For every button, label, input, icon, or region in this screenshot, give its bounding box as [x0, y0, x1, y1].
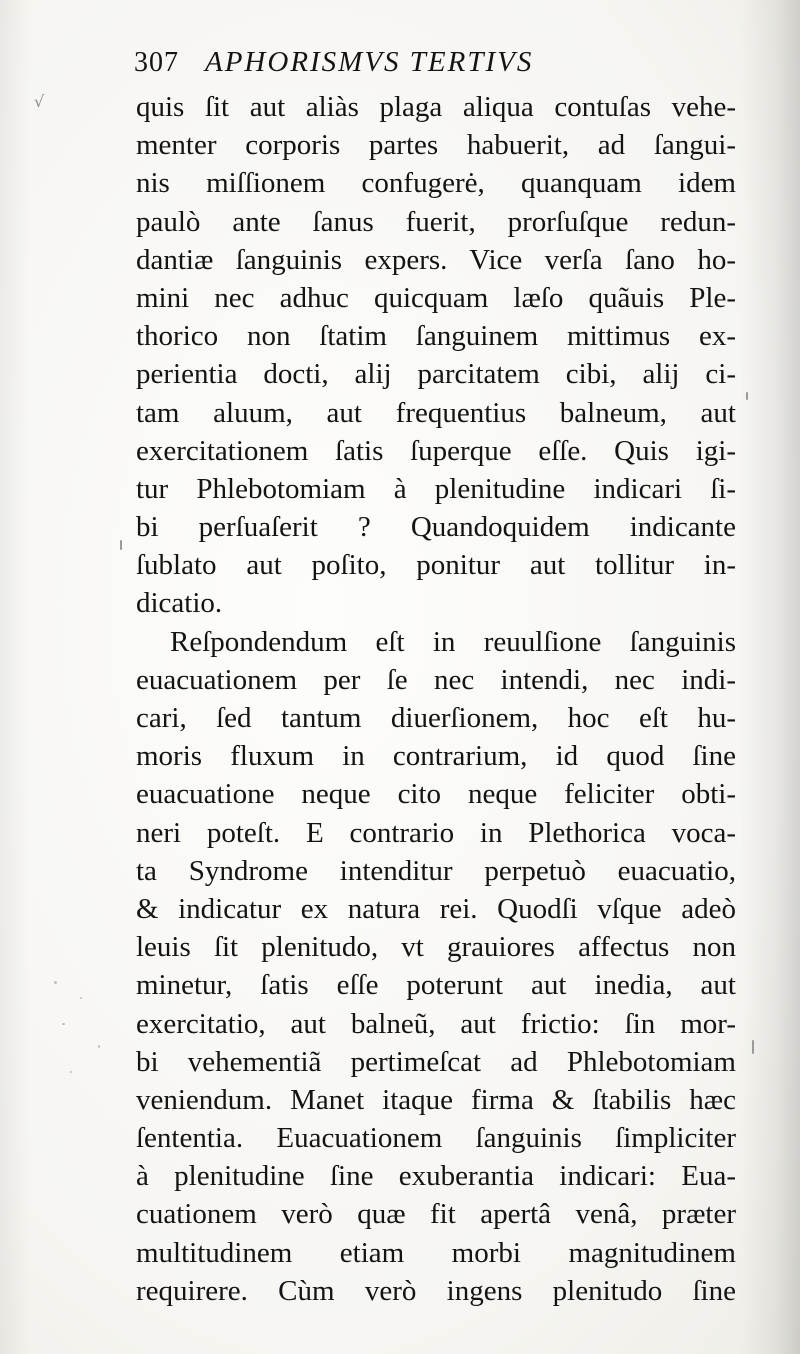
text-line: moris fluxum in contrarium, id quod ſine — [136, 740, 736, 773]
text-line: neri poteſt. E contrario in Plethorica voca- — [136, 816, 736, 849]
text-line: à plenitudine ſine exuberantia indicari: Eua- — [136, 1160, 736, 1193]
text-line: & indicatur ex natura rei. Quodſi vſque adeò — [136, 892, 736, 925]
paragraph-first-line: Reſpondendum eſt in reuulſione ſanguinis — [170, 625, 736, 658]
text-line: veniendum. Manet itaque firma & ſtabilis hæc — [136, 1083, 736, 1116]
text-line: menter corporis partes habuerit, ad ſangui- — [136, 129, 736, 162]
text-line: quis ſit aut aliàs plaga aliqua contuſas vehe- — [136, 91, 736, 123]
text-line: dicatio. — [136, 587, 223, 620]
text-line: leuis ſit plenitudo, vt grauiores affectus non — [136, 931, 736, 964]
text-line: ſententia. Euacuationem ſanguinis ſimpliciter — [136, 1122, 736, 1155]
body-text — [136, 88, 736, 1310]
text-line: requirere. Cùm verò ingens plenitudo ſine — [136, 1274, 736, 1307]
text-line: tam aluum, aut frequentius balneum, aut — [136, 396, 736, 429]
page-number: 307 — [134, 47, 179, 78]
text-line: ſublato aut poſito, ponitur aut tollitur in- — [136, 549, 736, 582]
running-head-title: APHORISMVS TERTIVS — [205, 46, 534, 78]
page-edge-shadow — [740, 0, 800, 1354]
ink-speck — [62, 1023, 65, 1025]
text-line: nis miſſionem confugerė, quanquam idem — [136, 167, 736, 200]
running-head — [134, 46, 734, 90]
ink-speck — [54, 981, 57, 984]
text-line: euacuatione neque cito neque feliciter obti- — [136, 778, 736, 811]
ink-speck — [120, 540, 122, 550]
text-line: thorico non ſtatim ſanguinem mittimus ex- — [136, 320, 736, 353]
text-line: exercitationem ſatis ſuperque eſſe. Quis igi- — [136, 434, 736, 467]
text-line: euacuationem per ſe nec intendi, nec indi- — [136, 663, 736, 696]
ink-speck — [746, 392, 748, 400]
margin-checkmark: √ — [34, 92, 45, 111]
ink-speck — [98, 1045, 100, 1048]
text-line: cari, ſed tantum diuerſionem, hoc eſt hu- — [136, 702, 736, 734]
ink-speck — [752, 1040, 754, 1054]
text-line: tur Phlebotomiam à plenitudine indicari ſi- — [136, 472, 736, 505]
text-line: bi perſuaſerit ? Quandoquidem indicante — [136, 511, 736, 544]
ink-speck — [80, 997, 82, 999]
text-line: cuationem verò quæ fit apertâ venâ, præter — [136, 1198, 736, 1231]
text-line: paulò ante ſanus fuerit, prorſuſque redun- — [136, 205, 736, 238]
text-line: ta Syndrome intenditur perpetuò euacuatio, — [136, 854, 736, 887]
text-line: perientia docti, alij parcitatem cibi, alij ci- — [136, 358, 736, 391]
text-line: multitudinem etiam morbi magnitudinem — [136, 1236, 736, 1269]
ink-speck — [70, 1071, 72, 1073]
bleed-through-marks — [40, 975, 130, 1095]
text-line: bi vehementiã pertimeſcat ad Phlebotomiam — [136, 1045, 736, 1078]
text-line: dantiæ ſanguinis expers. Vice verſa ſano ho- — [136, 243, 736, 276]
page-gutter-shadow — [0, 0, 30, 1354]
text-line: minetur, ſatis eſſe poterunt aut inedia, aut — [136, 969, 736, 1002]
text-line: exercitatio, aut balneũ, aut frictio: ſin mor- — [136, 1007, 736, 1040]
text-line: mini nec adhuc quicquam læſo quãuis Ple- — [136, 281, 736, 314]
